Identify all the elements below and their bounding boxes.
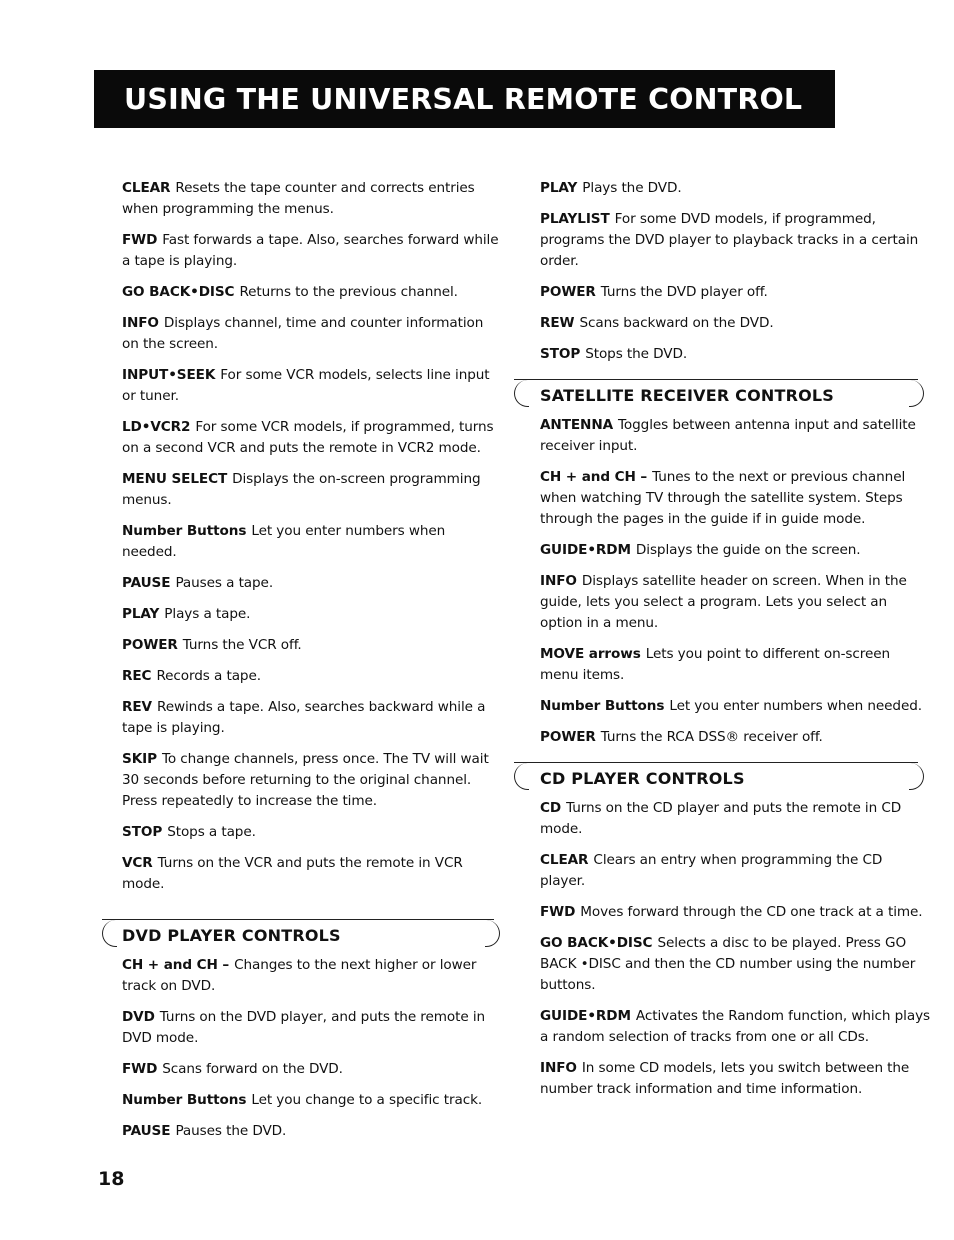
bracket-right-decoration — [485, 920, 500, 947]
cd-controls-list — [540, 798, 930, 1100]
entry-pause: PAUSE Pauses a tape. — [122, 575, 274, 591]
entry-cd-go-back-disc: GO BACK•DISC Selects a disc to be played. Press GO BACK •DISC and then the CD number using the number buttons. — [540, 935, 916, 993]
entry-dvd-fwd: FWD Scans forward on the DVD. — [122, 1061, 343, 1077]
entry-cd-cd: CD Turns on the CD player and puts the remote in CD mode. — [540, 800, 902, 837]
entry-dvd-dvd: DVD Turns on the DVD player, and puts the remote in DVD mode. — [122, 1009, 486, 1046]
bracket-left-decoration — [514, 763, 529, 790]
entry-play: PLAY Plays a tape. — [122, 606, 251, 622]
entry-cd-guide-rdm: GUIDE•RDM Activates the Random function, which plays a random selection of tracks from one or all CDs. — [540, 1008, 931, 1045]
entry-dvd-stop: STOP Stops the DVD. — [540, 346, 688, 362]
entry-vcr: VCR Turns on the VCR and puts the remote in VCR mode. — [122, 855, 463, 892]
section-heading-satellite: SATELLITE RECEIVER CONTROLS — [514, 379, 918, 409]
entry-cd-fwd: FWD Moves forward through the CD one track at a time. — [540, 904, 923, 920]
entry-sat-antenna: ANTENNA Toggles between antenna input and satellite receiver input. — [540, 417, 916, 454]
entry-skip: SKIP To change channels, press once. The TV will wait 30 seconds before returning to the original channel. Press repeatedly to increase the time. — [122, 751, 489, 809]
entry-dvd-ch: CH + and CH – Changes to the next higher or lower track on DVD. — [122, 957, 477, 994]
page-header-banner — [94, 70, 835, 128]
satellite-controls-list — [540, 415, 930, 748]
entry-sat-move-arrows: MOVE arrows Lets you point to different on-screen menu items. — [540, 646, 891, 683]
entry-dvd-number-buttons: Number Buttons Let you change to a specific track. — [122, 1092, 483, 1108]
entry-dvd-play: PLAY Plays the DVD. — [540, 180, 682, 196]
entry-number-buttons: Number Buttons Let you enter numbers when needed. — [122, 523, 446, 560]
page-title: USING THE UNIVERSAL REMOTE CONTROL — [124, 82, 803, 116]
dvd-controls-continued-list — [540, 178, 930, 365]
entry-power: POWER Turns the VCR off. — [122, 637, 302, 653]
entry-sat-info: INFO Displays satellite header on screen. When in the guide, lets you select a program. Lets you select an option in a menu. — [540, 573, 907, 631]
entry-fwd: FWD Fast forwards a tape. Also, searches forward while a tape is playing. — [122, 232, 499, 269]
entry-sat-ch: CH + and CH – Tunes to the next or previous channel when watching TV through the satellite system. Steps through the pages in the guide if in guide mode. — [540, 469, 906, 527]
entry-cd-clear: CLEAR Clears an entry when programming the CD player. — [540, 852, 883, 889]
bracket-right-decoration — [909, 763, 924, 790]
entry-rev: REV Rewinds a tape. Also, searches backward while a tape is playing. — [122, 699, 486, 736]
right-column — [540, 178, 930, 1110]
section-heading-dvd: DVD PLAYER CONTROLS — [102, 919, 494, 949]
section-heading-cd: CD PLAYER CONTROLS — [514, 762, 918, 792]
bracket-right-decoration — [909, 380, 924, 407]
entry-sat-number-buttons: Number Buttons Let you enter numbers when needed. — [540, 698, 922, 714]
entry-dvd-pause: PAUSE Pauses the DVD. — [122, 1123, 287, 1139]
bracket-left-decoration — [514, 380, 529, 407]
entry-info: INFO Displays channel, time and counter information on the screen. — [122, 315, 484, 352]
vcr-controls-list — [122, 178, 502, 895]
entry-rec: REC Records a tape. — [122, 668, 261, 684]
entry-dvd-rew: REW Scans backward on the DVD. — [540, 315, 774, 331]
left-column — [122, 178, 502, 1152]
page-number: 18 — [98, 1168, 125, 1190]
entry-go-back-disc: GO BACK•DISC Returns to the previous channel. — [122, 284, 458, 300]
entry-sat-guide-rdm: GUIDE•RDM Displays the guide on the screen. — [540, 542, 861, 558]
dvd-controls-list — [122, 955, 502, 1142]
entry-dvd-playlist: PLAYLIST For some DVD models, if programmed, programs the DVD player to playback tracks in a certain order. — [540, 211, 919, 269]
entry-ld-vcr2: LD•VCR2 For some VCR models, if programmed, turns on a second VCR and puts the remote in VCR2 mode. — [122, 419, 494, 456]
bracket-left-decoration — [102, 920, 117, 947]
entry-menu-select: MENU SELECT Displays the on-screen programming menus. — [122, 471, 481, 508]
entry-clear: CLEAR Resets the tape counter and corrects entries when programming the menus. — [122, 180, 475, 217]
entry-dvd-power: POWER Turns the DVD player off. — [540, 284, 768, 300]
entry-sat-power: POWER Turns the RCA DSS® receiver off. — [540, 729, 823, 745]
entry-cd-info: INFO In some CD models, lets you switch between the number track information and time information. — [540, 1060, 910, 1097]
entry-input-seek: INPUT•SEEK For some VCR models, selects line input or tuner. — [122, 367, 490, 404]
entry-stop: STOP Stops a tape. — [122, 824, 256, 840]
